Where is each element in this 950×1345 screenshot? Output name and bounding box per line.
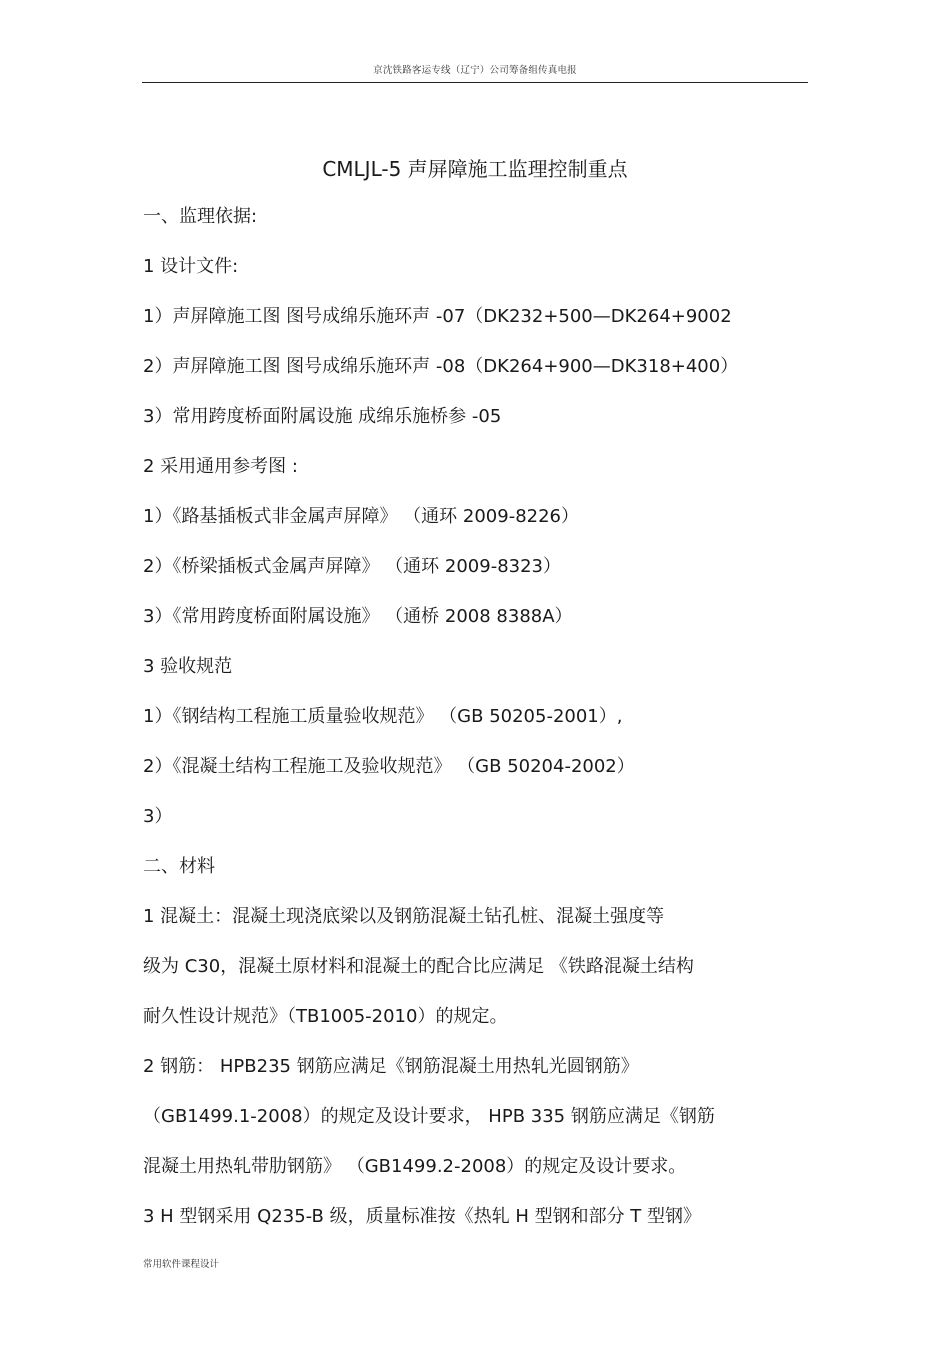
page-footer: 常用软件课程设计 [143,1259,220,1270]
paragraph-line: 3 H 型钢采用 Q235-B 级，质量标准按《热轧 H 型钢和部分 T 型钢》 [143,1206,702,1227]
list-item: 3） [143,806,173,827]
document-title: CMLJL-5 声屏障施工监理控制重点 [322,157,628,181]
page-header: 京沈铁路客运专线（辽宁）公司筹备组传真电报 [373,65,577,76]
list-item: 2）《混凝土结构工程施工及验收规范》 （GB 50204-2002） [143,756,635,777]
list-item: 2）《桥梁插板式金属声屏障》 （通环 2009-8323） [143,556,562,577]
list-item: 2）声屏障施工图 图号成绵乐施环声 -08（DK264+900—DK318+400） [143,356,739,377]
list-item: 3）常用跨度桥面附属设施 成绵乐施桥参 -05 [143,406,502,427]
paragraph-line: （GB1499.1-2008）的规定及设计要求， HPB 335 钢筋应满足《钢筋 [143,1106,715,1127]
section-heading-basis: 一、监理依据: [143,206,258,227]
paragraph-line: 混凝土用热轧带肋钢筋》 （GB1499.2-2008）的规定及设计要求。 [143,1156,687,1177]
subsection-reference-drawings: 2 采用通用参考图 : [143,456,298,477]
list-item: 1）声屏障施工图 图号成绵乐施环声 -07（DK232+500—DK264+9002 [143,306,732,327]
subsection-acceptance-specs: 3 验收规范 [143,656,233,677]
paragraph-line: 1 混凝土：混凝土现浇底梁以及钢筋混凝土钻孔桩、混凝土强度等 [143,906,665,927]
header-divider [142,82,808,83]
list-item: 3）《常用跨度桥面附属设施》 （通桥 2008 8388A） [143,606,573,627]
paragraph-line: 2 钢筋： HPB235 钢筋应满足《钢筋混凝土用热轧光圆钢筋》 [143,1056,639,1077]
paragraph-line: 级为 C30，混凝土原材料和混凝土的配合比应满足 《铁路混凝土结构 [143,956,694,977]
list-item: 1）《路基插板式非金属声屏障》 （通环 2009-8226） [143,506,580,527]
paragraph-line: 耐久性设计规范》（TB1005-2010）的规定。 [143,1006,508,1027]
section-heading-materials: 二、材料 [143,856,215,877]
subsection-design-docs: 1 设计文件: [143,256,239,277]
list-item: 1）《钢结构工程施工质量验收规范》 （GB 50205-2001）, [143,706,623,727]
